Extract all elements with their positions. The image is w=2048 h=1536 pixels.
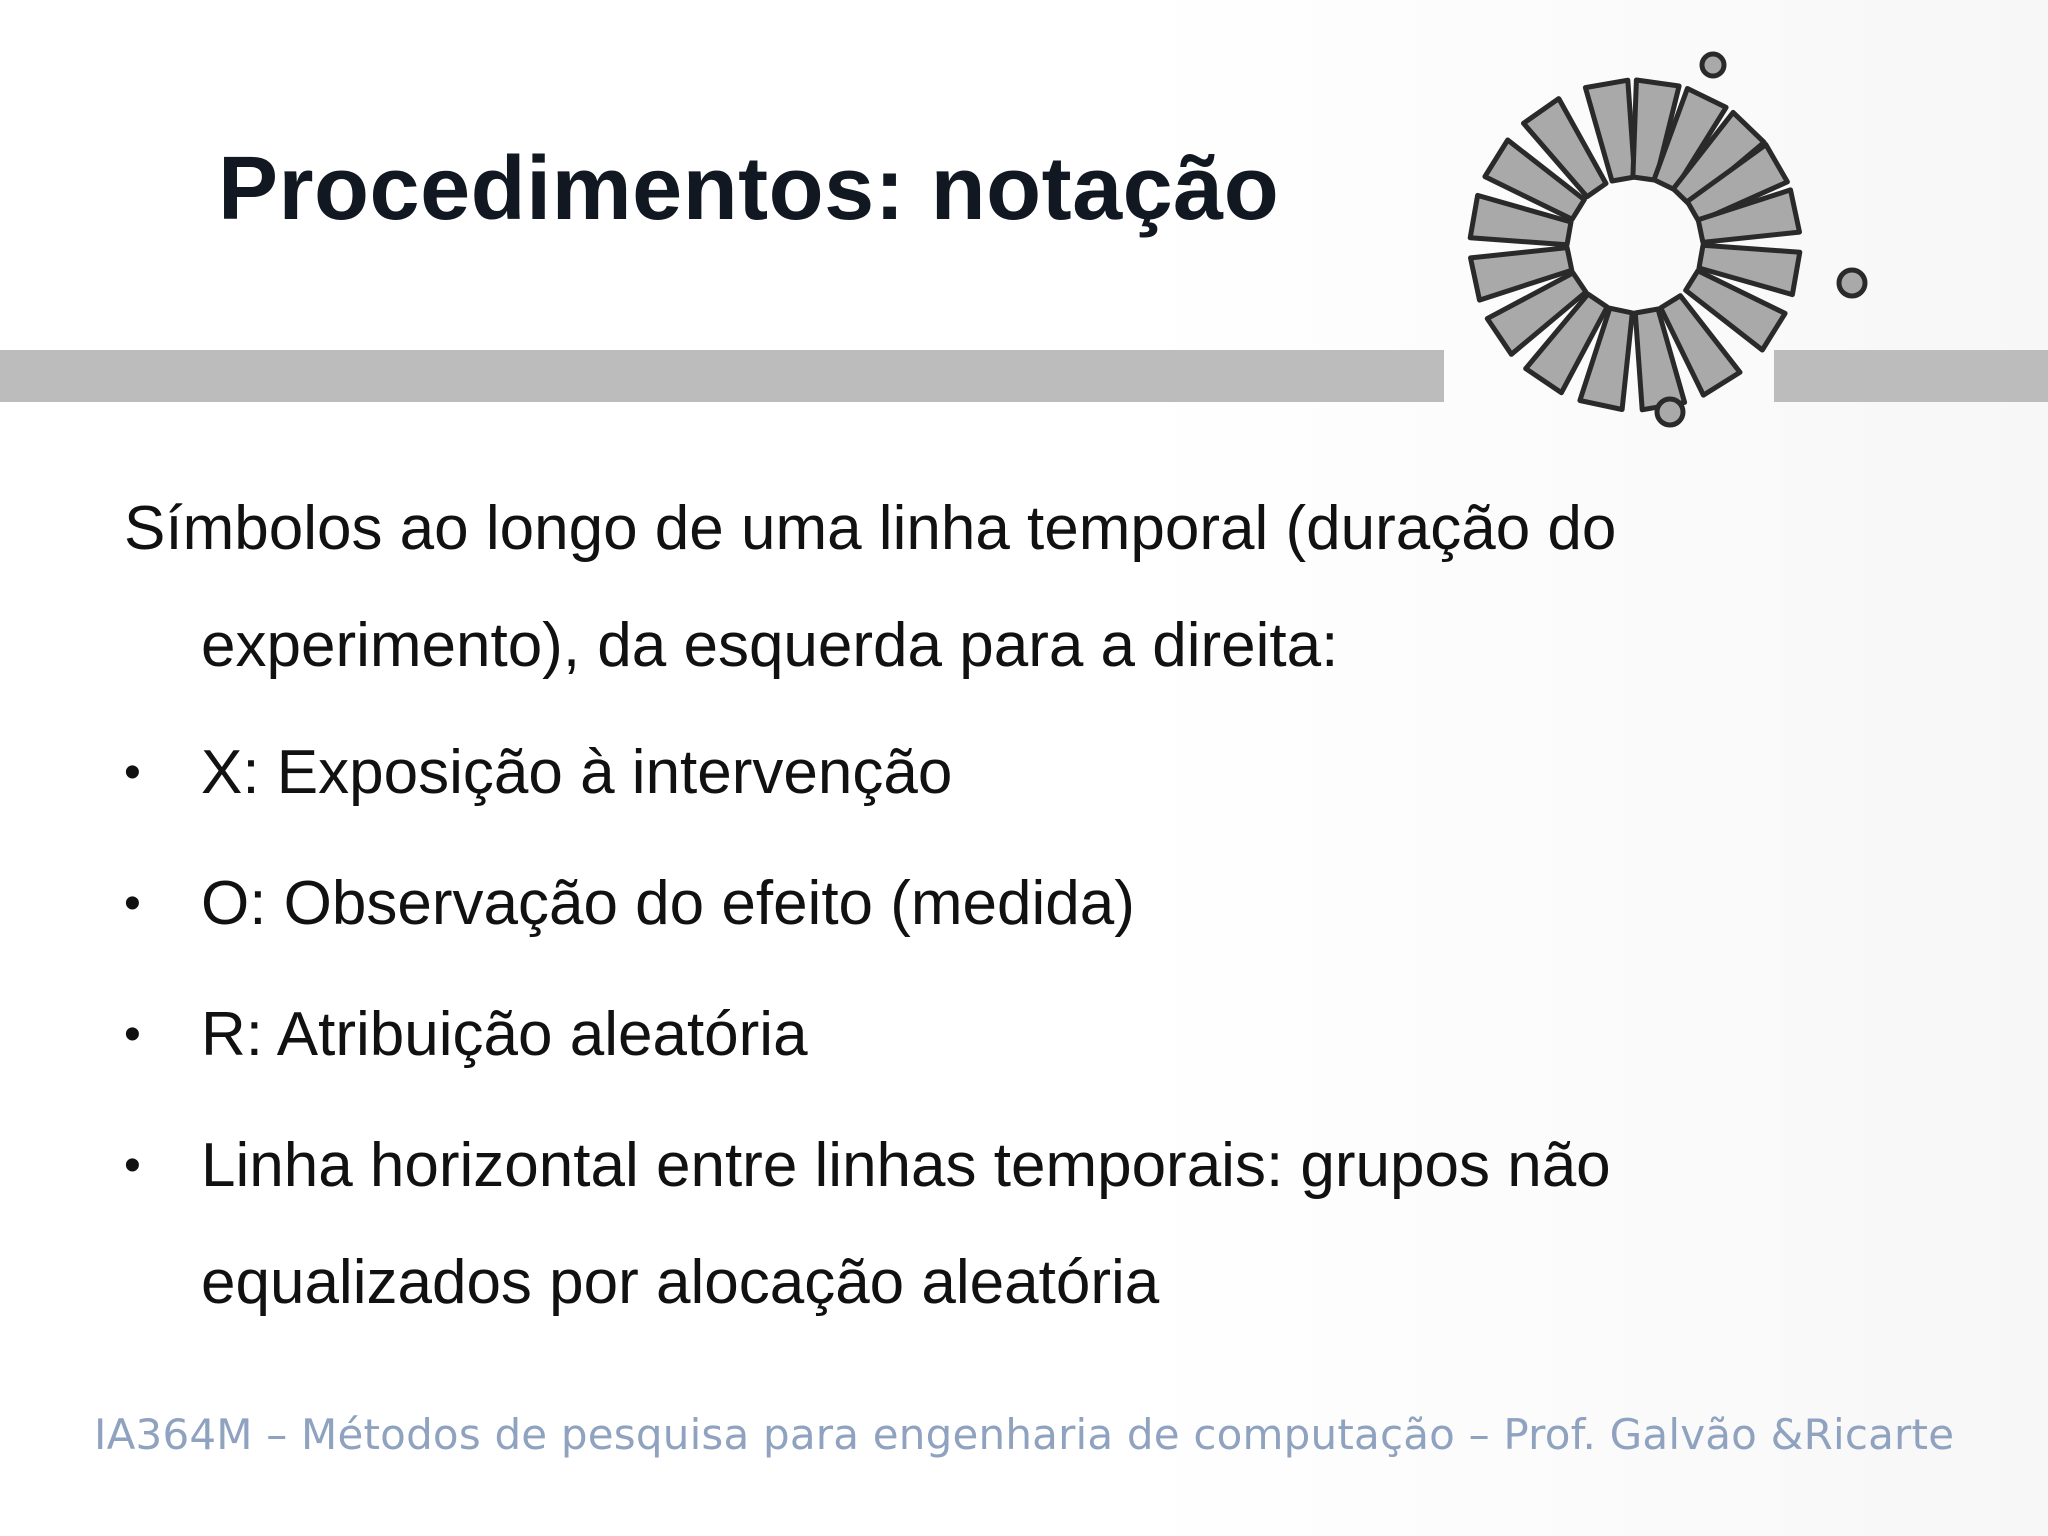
slide-title: Procedimentos: notação <box>218 139 1280 239</box>
bullet-icon: • <box>124 746 141 799</box>
bullet-icon: • <box>124 1008 141 1061</box>
list-item <box>124 976 1944 1093</box>
header-band-left <box>0 350 1444 402</box>
list-item <box>124 845 1944 962</box>
slide-body <box>124 470 1944 1355</box>
bullet-text: O: Observação do efeito (medida) <box>201 869 1135 938</box>
bullet-icon: • <box>124 1139 141 1192</box>
bullet-icon: • <box>124 877 141 930</box>
bullet-text: X: Exposição à intervenção <box>201 738 953 807</box>
university-seal-logo-icon <box>1410 40 1880 440</box>
footer-course-credit: IA364M – Métodos de pesquisa para engenharia de computação – Prof. Galvão &Ricarte <box>94 1410 1955 1459</box>
intro-paragraph: Símbolos ao longo de uma linha temporal (duração do experimento), da esquerda para a direita: <box>124 494 1617 680</box>
bullet-list <box>124 714 1944 1341</box>
list-item <box>124 714 1944 831</box>
bullet-text: R: Atribuição aleatória <box>201 1000 808 1069</box>
list-item <box>124 1107 1944 1341</box>
bullet-text: Linha horizontal entre linhas temporais: grupos não equalizados por alocação aleatória <box>201 1131 1611 1317</box>
